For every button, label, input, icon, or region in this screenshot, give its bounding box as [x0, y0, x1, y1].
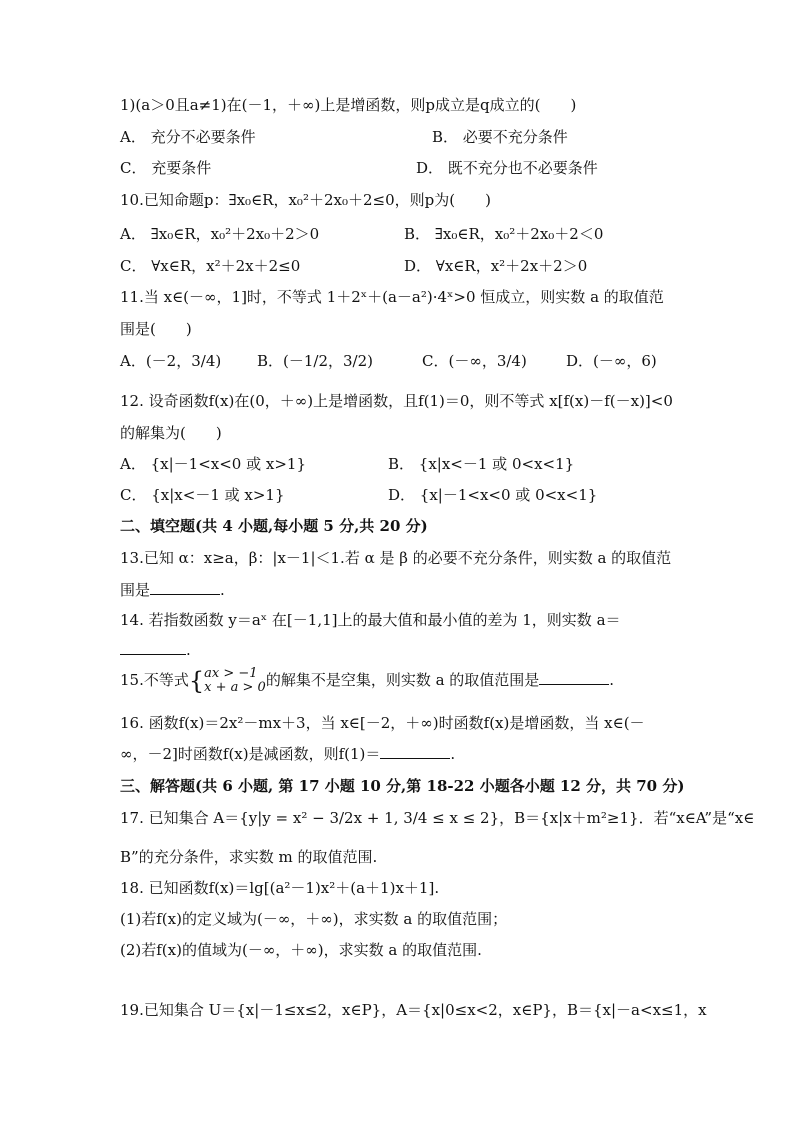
q14-stem-line1: 14. 若指数函数 y＝aˣ 在[－1,1]上的最大值和最小值的差为 1，则实数 a＝ — [120, 611, 621, 629]
q18-part1: (1)若f(x)的定义域为(－∞，＋∞)，求实数 a 的取值范围； — [120, 910, 508, 928]
q14-answer-blank — [120, 640, 186, 655]
q9-stem: 1)(a＞0且a≠1)在(－1，＋∞)上是增函数，则p成立是q成立的( ) — [120, 96, 577, 114]
q16-answer-blank — [380, 744, 450, 759]
q19-stem-line1: 19.已知集合 U＝{x|－1≤x≤2，x∈P}，A＝{x|0≤x<2，x∈P}，B＝{x|－a<x≤1，x — [120, 1001, 707, 1019]
q11-stem-line1: 11.当 x∈(－∞，1]时，不等式 1＋2ˣ＋(a－a²)·4ˣ>0 恒成立，则实数 a 的取值范 — [120, 288, 664, 306]
q13-period: . — [220, 581, 225, 599]
q11-option-d: D．(－∞，6) — [566, 352, 657, 370]
q9-option-d: D． 既不充分也不必要条件 — [416, 159, 598, 177]
section-fill-in-heading: 二、填空题(共 4 小题,每小题 5 分,共 20 分) — [120, 517, 428, 535]
q10-option-d: D． ∀x∈R，x²＋2x＋2＞0 — [404, 257, 588, 275]
brace-symbol: { — [188, 667, 205, 695]
q10-option-a: A． ∃x₀∈R，x₀²＋2x₀＋2＞0 — [120, 225, 320, 243]
q15-system — [204, 667, 266, 695]
q13-stem-line2 — [120, 580, 680, 600]
q9-option-b: B． 必要不充分条件 — [432, 128, 568, 146]
q18-stem: 18. 已知函数f(x)＝lg[(a²－1)x²＋(a＋1)x＋1]. — [120, 879, 440, 897]
q12-stem-line2: 的解集为( ) — [120, 424, 222, 442]
q13-answer-blank — [150, 580, 220, 595]
q15-suffix: 的解集不是空集，则实数 a 的取值范围是 — [265, 671, 540, 689]
q15-prefix: 15.不等式 — [120, 671, 189, 689]
q12-option-b: B． {x|x<－1 或 0<x<1} — [388, 455, 575, 473]
q13-text: 围是 — [120, 581, 151, 599]
q13-stem-line1: 13.已知 α：x≥a，β：|x－1|＜1.若 α 是 β 的必要不充分条件，则实数 a 的取值范 — [120, 549, 672, 567]
q15-period: . — [609, 671, 615, 689]
q9-option-a: A． 充分不必要条件 — [120, 128, 256, 146]
q15-stem — [120, 667, 680, 701]
q14-period: . — [186, 641, 191, 659]
q18-part2: (2)若f(x)的值域为(－∞，＋∞)，求实数 a 的取值范围. — [120, 941, 482, 959]
q10-stem: 10.已知命题p：∃x₀∈R，x₀²＋2x₀＋2≤0，则p为( ) — [120, 191, 491, 209]
q16-stem-line1: 16. 函数f(x)＝2x²－mx＋3，当 x∈[－2，＋∞)时函数f(x)是增函数，当 x∈(－ — [120, 714, 645, 732]
q11-option-a: A．(－2，3/4) — [120, 352, 222, 370]
q10-option-b: B． ∃x₀∈R，x₀²＋2x₀＋2＜0 — [404, 225, 604, 243]
q12-option-d: D． {x|－1<x<0 或 0<x<1} — [388, 486, 598, 504]
q16-stem-line2 — [120, 744, 680, 764]
q15-ineq-top: ax > −1 — [204, 666, 258, 681]
q11-option-c: C．(－∞，3/4) — [422, 352, 527, 370]
q11-option-b: B．(－1/2，3/2) — [257, 352, 374, 370]
q9-option-c: C． 充要条件 — [120, 159, 212, 177]
q12-option-c: C． {x|x<－1 或 x>1} — [120, 486, 285, 504]
q15-ineq-bottom: x + a > 0 — [204, 680, 266, 695]
section-answer-heading: 三、解答题(共 6 小题, 第 17 小题 10 分,第 18-22 小题各小题 12 分，共 70 分) — [120, 777, 685, 795]
q16-period: . — [450, 745, 456, 763]
q12-stem-line1: 12. 设奇函数f(x)在(0，＋∞)上是增函数，且f(1)＝0，则不等式 x[f(x)－f(－x)]<0 — [120, 392, 673, 410]
q16-text: ∞，－2]时函数f(x)是减函数，则f(1)＝ — [120, 745, 381, 763]
q17-stem-line1: 17. 已知集合 A＝{y|y = x² − 3/2x + 1, 3/4 ≤ x ≤ 2}，B＝{x|x＋m²≥1}．若“x∈A”是“x∈ — [120, 809, 755, 827]
q14-stem-line2 — [120, 640, 680, 660]
q15-answer-blank — [539, 670, 609, 685]
q11-stem-line2: 围是( ) — [120, 320, 192, 338]
q17-stem-line2: B”的充分条件，求实数 m 的取值范围. — [120, 848, 378, 866]
q10-option-c: C． ∀x∈R，x²＋2x＋2≤0 — [120, 257, 301, 275]
q12-option-a: A． {x|－1<x<0 或 x>1} — [120, 455, 306, 473]
